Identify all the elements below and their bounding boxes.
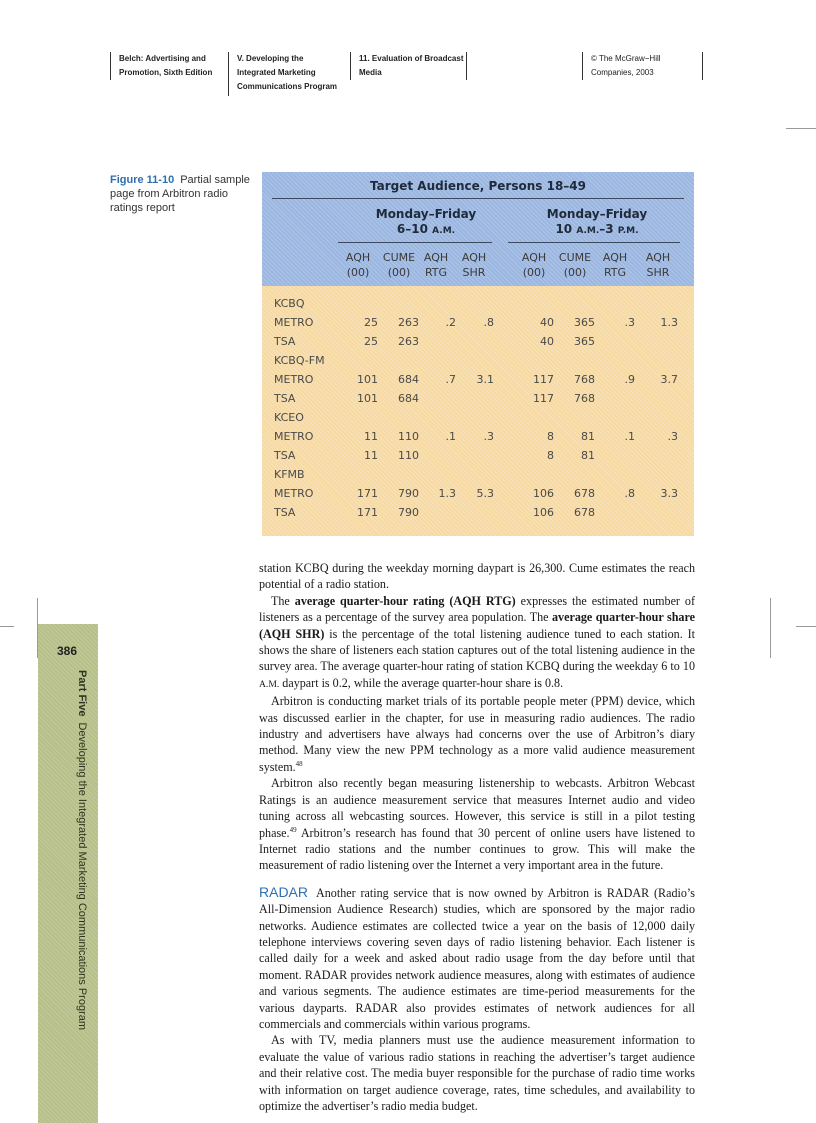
header-copyright: © The McGraw−Hill Companies, 2003 <box>582 52 691 80</box>
table-cell: 106 <box>533 506 554 519</box>
crop-mark <box>770 598 771 658</box>
table-row <box>262 446 694 465</box>
table-cell: 110 <box>398 449 419 462</box>
table-cell: 3.3 <box>660 487 678 500</box>
column-header: AQH SHR <box>461 251 487 279</box>
body-text <box>259 560 695 1114</box>
footnote-ref: 48 <box>295 759 303 768</box>
table-cell: 40 <box>540 335 554 348</box>
row-label: METRO <box>274 430 314 443</box>
column-header: AQH (00) <box>345 251 371 279</box>
table-cell: 117 <box>533 373 554 386</box>
figure-label: Figure 11-10 <box>110 174 175 186</box>
table-cell: 101 <box>357 392 378 405</box>
row-label: TSA <box>274 506 296 519</box>
paragraph: RADAR Another rating service that is now owned by Arbitron is RADAR (Radio’s All-Dimension Audience Research) studies, which are sponsored by the major radio networks. Audience estimates are collected twice a year on the basis of 12,000 daily telephone interviews covering seven days of radio listening behavior. Each listener is called daily for a week and asked about radio usage from the day before until that moment. RADAR provides network audience measures, along with estimates of audience and various segments. The audience estimates are time-period measurements for the various dayparts. RADAR also provides estimates of network audiences for all commercials and commercials within various programs. <box>259 883 695 1031</box>
table-cell: 101 <box>357 373 378 386</box>
row-label: KCBQ <box>274 297 305 310</box>
title-rule <box>272 198 684 199</box>
table-cell: 790 <box>398 487 419 500</box>
table-title: Target Audience, Persons 18–49 <box>370 179 586 193</box>
table-cell: .8 <box>624 487 635 500</box>
paragraph: Arbitron also recently began measuring listenership to webcasts. Arbitron Webcast Ratings is an audience measurement service that measures Internet audio and video tuning across all webcasting sources. However, this service is still in a pilot testing phase.$^{49}$ Arbitron’s research has found that 30 percent of online users have listened to Internet radio stations and the number continues to grow. This will make the measurement of radio listening over the Internet a very important area in the future. <box>259 776 695 873</box>
table-cell: .3 <box>667 430 678 443</box>
table-cell: 1.3 <box>438 487 456 500</box>
column-header: AQH SHR <box>645 251 671 279</box>
row-label: KCEO <box>274 411 304 424</box>
table-row <box>262 484 694 503</box>
table-cell: 117 <box>533 392 554 405</box>
table-cell: .2 <box>445 316 456 329</box>
footnote-ref: 49 <box>289 825 297 834</box>
part-side-band <box>38 624 98 1123</box>
table-row <box>262 389 694 408</box>
column-header: CUME (00) <box>558 251 592 279</box>
table-cell: 11 <box>364 430 378 443</box>
paragraph: Arbitron is conducting market trials of its portable people meter (PPM) device, which was discussed earlier in the chapter, for use in measuring radio audiences. The radio industry and advertisers have always had concerns over the use of Arbitron’s diary method. Many view the new PPM technology as a more valid audience measurement system.$^{48}$ <box>259 694 695 774</box>
column-header: AQH (00) <box>521 251 547 279</box>
header-end-rule <box>702 52 704 80</box>
table-row <box>262 427 694 446</box>
table-cell: .7 <box>445 373 456 386</box>
table-cell: 365 <box>574 316 595 329</box>
table-cell: .3 <box>624 316 635 329</box>
header-spacer <box>466 52 585 80</box>
table-cell: 678 <box>574 506 595 519</box>
header-chapter-title: 11. Evaluation of Broadcast Media <box>350 52 469 80</box>
column-header: AQH RTG <box>423 251 449 279</box>
row-label: METRO <box>274 487 314 500</box>
table-cell: 11 <box>364 449 378 462</box>
table-cell: 5.3 <box>476 487 494 500</box>
daypart-rule <box>508 242 680 243</box>
arbitron-ratings-table <box>262 172 694 536</box>
term-aqh-shr: average quarter-hour share (AQH SHR) <box>259 610 695 641</box>
table-cell: 171 <box>357 506 378 519</box>
table-cell: 81 <box>581 449 595 462</box>
column-header: CUME (00) <box>382 251 416 279</box>
term-aqh-rtg: average quarter-hour rating (AQH RTG) <box>294 593 516 608</box>
table-cell: .1 <box>624 430 635 443</box>
section-heading-radar: RADAR <box>259 883 309 900</box>
table-cell: 678 <box>574 487 595 500</box>
table-row <box>262 332 694 351</box>
table-cell: 8 <box>547 430 554 443</box>
table-row <box>262 370 694 389</box>
row-label: KFMB <box>274 468 305 481</box>
part-label: Part Five <box>76 670 88 717</box>
column-header: AQH RTG <box>602 251 628 279</box>
daypart-morning-heading: Monday–Friday 6–10 A.M. <box>375 207 477 236</box>
part-title: Developing the Integrated Marketing Communications Program <box>76 722 88 1031</box>
part-running-title <box>76 670 88 1030</box>
table-cell: 8 <box>547 449 554 462</box>
row-label: METRO <box>274 316 314 329</box>
table-cell: 790 <box>398 506 419 519</box>
table-cell: 3.7 <box>660 373 678 386</box>
paragraph: station KCBQ during the weekday morning daypart is 26,300. Cume estimates the reach potential of a radio station. <box>259 561 695 592</box>
table-cell: .9 <box>624 373 635 386</box>
table-cell: 25 <box>364 335 378 348</box>
running-header <box>110 52 704 100</box>
table-cell: 263 <box>398 335 419 348</box>
table-cell: 684 <box>398 373 419 386</box>
table-row <box>262 503 694 522</box>
header-book-title: Belch: Advertising and Promotion, Sixth Edition <box>110 52 229 80</box>
table-cell: 171 <box>357 487 378 500</box>
table-row <box>262 408 694 427</box>
page-number: 386 <box>56 644 78 658</box>
figure-caption-text: Partial sample page from Arbitron radio ratings report <box>110 174 250 214</box>
table-cell: 40 <box>540 316 554 329</box>
table-cell: 365 <box>574 335 595 348</box>
row-label: TSA <box>274 392 296 405</box>
crop-mark <box>796 626 816 627</box>
table-cell: 25 <box>364 316 378 329</box>
table-cell: 768 <box>574 392 595 405</box>
row-label: KCBQ-FM <box>274 354 325 367</box>
header-part-title: V. Developing the Integrated Marketing Communications Program <box>228 52 347 96</box>
row-label: TSA <box>274 335 296 348</box>
table-cell: .8 <box>483 316 494 329</box>
row-label: METRO <box>274 373 314 386</box>
table-row <box>262 465 694 484</box>
table-cell: 106 <box>533 487 554 500</box>
table-row <box>262 313 694 332</box>
paragraph: The average quarter-hour rating (AQH RTG) expresses the estimated number of listeners as a percentage of the survey area population. The average quarter-hour share (AQH SHR) is the percentage of the total listening audience tuned to each station. It shows the share of listeners each station captures out of the total listening audience in the survey area. The average quarter-hour rating of station KCBQ during the weekday 6 to 10 A.M. daypart is 0.2, while the average quarter-hour share is 0.8. <box>259 593 695 690</box>
table-cell: 263 <box>398 316 419 329</box>
paragraph: As with TV, media planners must use the audience measurement information to evaluate the value of various radio stations in reaching the advertiser’s target audience and their relative cost. The media buyer responsible for the purchase of radio time works with information on target audience coverage, rates, time schedules, and availability to optimize the advertiser’s radio media budget. <box>259 1033 695 1113</box>
table-cell: 110 <box>398 430 419 443</box>
table-cell: 768 <box>574 373 595 386</box>
table-cell: 3.1 <box>476 373 494 386</box>
table-cell: 684 <box>398 392 419 405</box>
daypart-midday-heading: Monday–Friday 10 A.M.–3 P.M. <box>546 207 648 236</box>
row-label: TSA <box>274 449 296 462</box>
crop-mark <box>0 626 14 627</box>
table-row <box>262 351 694 370</box>
crop-mark <box>786 128 816 129</box>
table-cell: 81 <box>581 430 595 443</box>
daypart-rule <box>338 242 492 243</box>
table-row <box>262 294 694 313</box>
figure-caption <box>110 173 250 215</box>
table-cell: .3 <box>483 430 494 443</box>
table-cell: 1.3 <box>660 316 678 329</box>
table-cell: .1 <box>445 430 456 443</box>
